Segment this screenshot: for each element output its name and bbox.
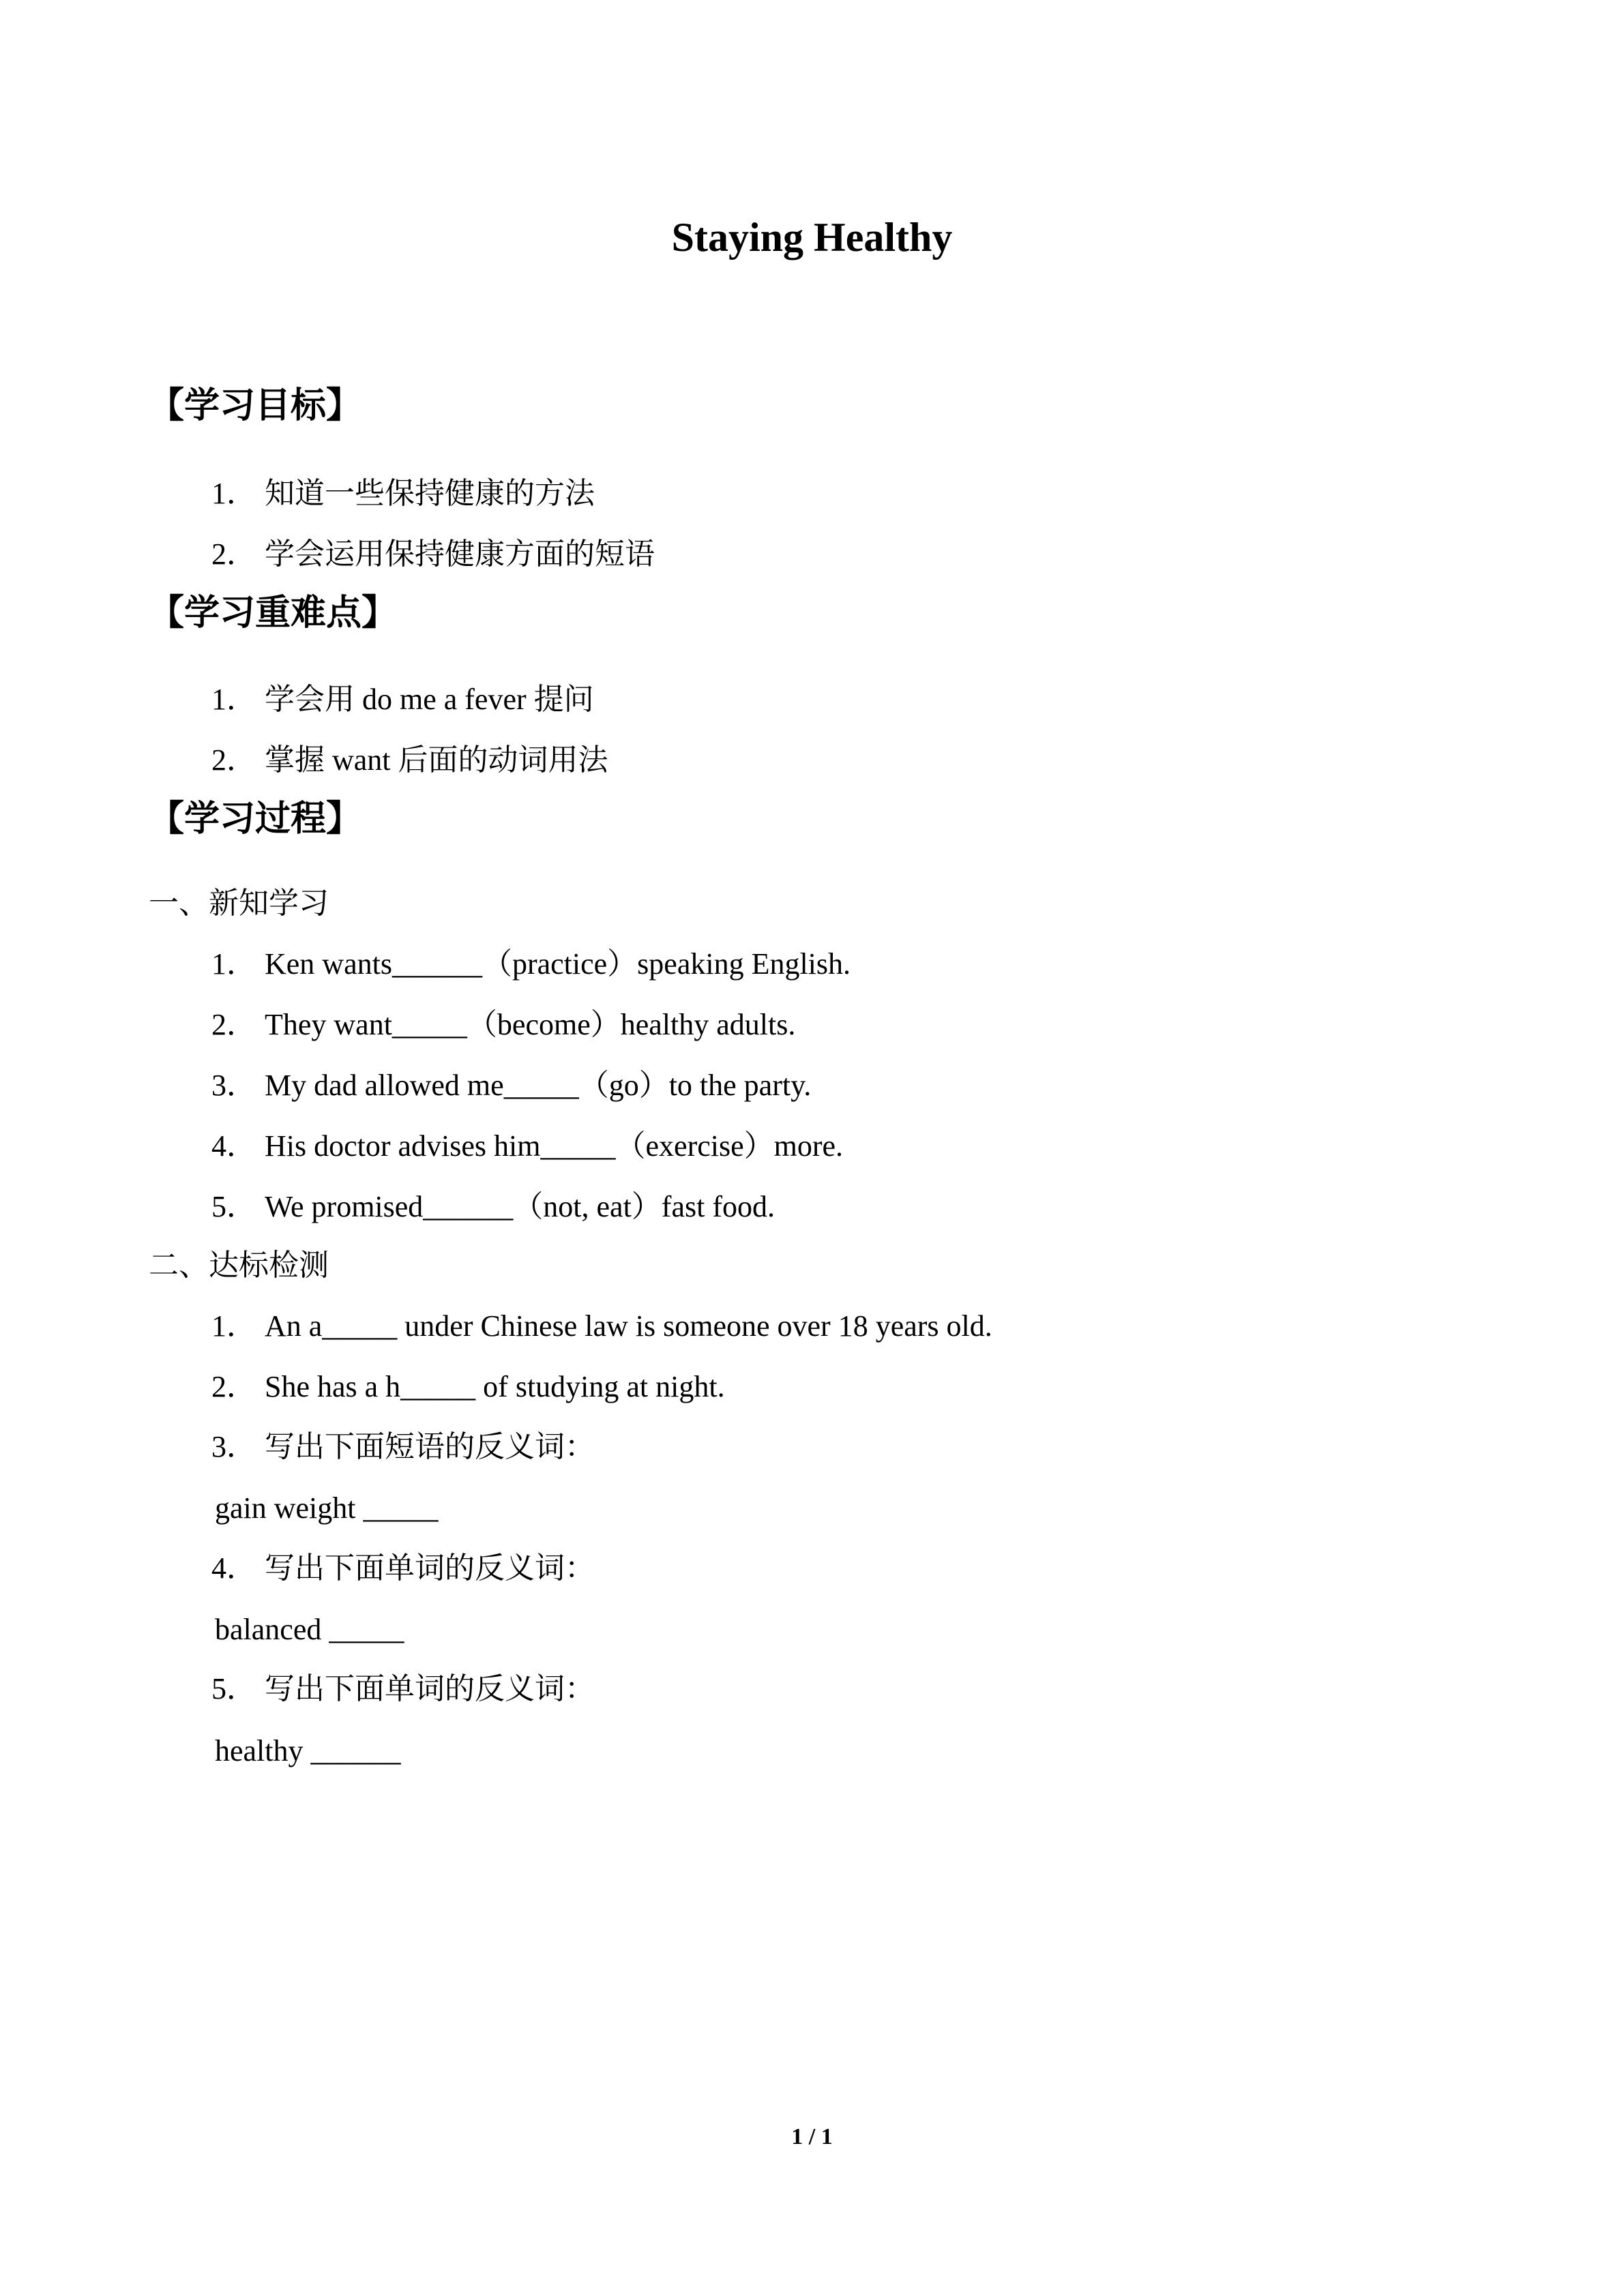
test-item bbox=[211, 1548, 595, 1589]
goal-item bbox=[211, 473, 595, 514]
key-points-heading: 【学习重难点】 bbox=[149, 593, 398, 633]
goal-item bbox=[211, 534, 655, 575]
test-item bbox=[211, 1427, 595, 1467]
item-number: 4． bbox=[211, 1129, 256, 1163]
key-point-item bbox=[211, 740, 608, 781]
part2-label: 二、达标检测 bbox=[149, 1249, 329, 1282]
item-number: 1． bbox=[211, 1309, 256, 1343]
test-answer-line: balanced _____ bbox=[215, 1613, 404, 1646]
page-number: 1 / 1 bbox=[791, 2124, 833, 2149]
test-item bbox=[211, 1669, 595, 1710]
item-number: 5． bbox=[211, 1190, 256, 1223]
item-text: An a_____ under Chinese law is someone over 18 years old. bbox=[265, 1309, 992, 1343]
item-text: My dad allowed me_____（go）to the party. bbox=[265, 1069, 812, 1102]
item-text: She has a h_____ of studying at night. bbox=[265, 1370, 725, 1403]
exercise-item bbox=[211, 1126, 843, 1167]
goals-heading: 【学习目标】 bbox=[149, 385, 362, 426]
item-number: 2． bbox=[211, 743, 256, 777]
item-text: 写出下面短语的反义词： bbox=[265, 1430, 595, 1463]
test-item bbox=[211, 1367, 725, 1407]
test-answer-line: healthy ______ bbox=[215, 1734, 401, 1768]
item-number: 1． bbox=[211, 683, 256, 716]
exercise-item bbox=[211, 944, 851, 985]
item-text: We promised______（not, eat）fast food. bbox=[265, 1190, 775, 1223]
item-number: 4． bbox=[211, 1551, 256, 1585]
process-heading: 【学习过程】 bbox=[149, 799, 362, 839]
part1-label: 一、新知学习 bbox=[149, 886, 329, 920]
item-number: 2． bbox=[211, 537, 256, 571]
item-text: 写出下面单词的反义词： bbox=[265, 1551, 595, 1585]
exercise-item bbox=[211, 1004, 795, 1045]
item-number: 3． bbox=[211, 1069, 256, 1102]
exercise-item bbox=[211, 1187, 775, 1227]
item-number: 2． bbox=[211, 1008, 256, 1041]
item-text: 掌握 want 后面的动词用法 bbox=[265, 743, 608, 777]
key-point-item bbox=[211, 679, 594, 720]
item-text: They want_____（become）healthy adults. bbox=[265, 1008, 796, 1041]
exercise-item bbox=[211, 1065, 811, 1106]
item-number: 5． bbox=[211, 1672, 256, 1705]
item-text: 学会运用保持健康方面的短语 bbox=[265, 537, 655, 571]
item-number: 1． bbox=[211, 947, 256, 981]
test-item bbox=[211, 1306, 992, 1347]
item-number: 3． bbox=[211, 1430, 256, 1463]
document-title: Staying Healthy bbox=[671, 215, 953, 260]
item-text: His doctor advises him_____（exercise）more. bbox=[265, 1129, 844, 1163]
item-text: 学会用 do me a fever 提问 bbox=[265, 683, 594, 716]
item-text: 写出下面单词的反义词： bbox=[265, 1672, 595, 1705]
item-number: 2． bbox=[211, 1370, 256, 1403]
item-number: 1． bbox=[211, 477, 256, 510]
test-answer-line: gain weight _____ bbox=[215, 1491, 439, 1525]
item-text: Ken wants______（practice）speaking English. bbox=[265, 947, 851, 981]
item-text: 知道一些保持健康的方法 bbox=[265, 477, 595, 510]
